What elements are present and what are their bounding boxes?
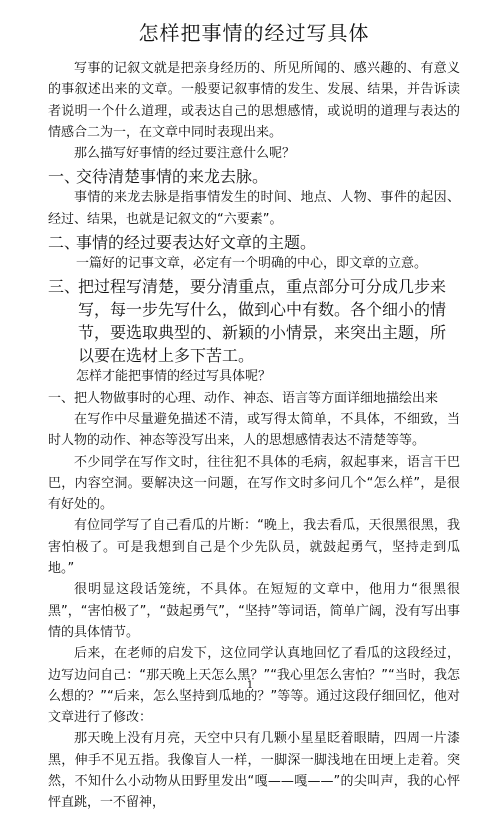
paragraph: 写事的记叙文就是把亲身经历的、所见所闻的、感兴趣的、有意义的事叙述出来的文章。一般要记叙事情的发生、发展、结果，并告诉读者说明一个什么道理，或表达自己的思想感情，或说明的道理与表达的情感合二为一，在文章中同时表现出来。 <box>48 61 460 140</box>
point-number: 二、 <box>48 233 81 253</box>
section-heading: 一、把人物做事时的心理、动作、神态、语言等方面详细地描绘出来 <box>48 390 439 406</box>
paragraph: 那天晚上没有月亮，天空中只有几颗小星星眨着眼睛，四周一片漆黑，伸手不见五指。我像盲人一样，一脚深一脚浅地在田埂上走着。突然，不知什么小动物从田野里发出“嘎——嘎——”的尖叫声，我的心怦怦直跳，一不留神， <box>48 731 460 811</box>
point-number: 三、 <box>48 277 81 297</box>
numbered-point <box>48 230 460 253</box>
numbered-point <box>48 274 460 366</box>
paragraph: 很明显这段话笼统，不具体。在短短的文章中，他用力“很黑很黑”，“害怕极了”，“鼓起勇气”，“坚持”等词语，简单广阔，没有写出事情的具体情节。 <box>48 582 460 640</box>
numbered-point <box>48 164 460 187</box>
paragraph: 事情的来龙去脉是指事情发生的时间、地点、人物、事件的起因、经过、结果，也就是记叙文的“六要素”。 <box>48 190 460 227</box>
page-number: 1 <box>246 680 254 691</box>
point-number: 一、 <box>48 167 81 187</box>
paragraph: 不少同学在写作文时，往往犯不具体的毛病，叙起事来，语言干巴巴，内容空洞。要解决这一问题，在写作文时多问几个“怎么样”，是很有好处的。 <box>48 454 460 513</box>
point-text: 交待清楚事情的来龙去脉。 <box>76 167 269 187</box>
point-text: 事情的经过要表达好文章的主题。 <box>76 233 317 253</box>
paragraph: 有位同学写了自己看瓜的片断：“晚上，我去看瓜，天很黑很黑，我害怕极了。可是我想到自己是个少先队员，就鼓起勇气，坚持走到瓜地。” <box>48 518 460 577</box>
document-body <box>48 58 460 814</box>
paragraph: 后来，在老师的启发下，这位同学认真地回忆了看瓜的这段经过，边写边问自己：“那天晚上天怎么黑？”“我心里怎么害怕？”“当时，我怎么想的？”“后来，怎么坚持到瓜地的？”等等。通过这段仔细回忆，他对文章进行了修改： <box>48 646 460 726</box>
paragraph: 那么描写好事情的经过要注意什么呢？ <box>74 146 296 162</box>
page-title: 怎样把事情的经过写具体 <box>138 21 370 45</box>
paragraph: 一篇好的记事文章，必定有一个明确的中心，即文章的立意。 <box>76 256 428 272</box>
paragraph: 怎样才能把事情的经过写具体呢？ <box>76 369 272 385</box>
paragraph: 在写作中尽量避免描述不清，或写得太简单，不具体，不细致，当时人物的动作、神态等没写出来，人的思想感情表达不清楚等等。 <box>48 411 460 449</box>
point-text: 把过程写清楚，要分清重点，重点部分可分成几步来写，每一步先写什么，做到心中有数。各个细小的情节，要选取典型的、新颖的小情景，来突出主题，所以要在选材上多下苦工。 <box>78 277 447 366</box>
